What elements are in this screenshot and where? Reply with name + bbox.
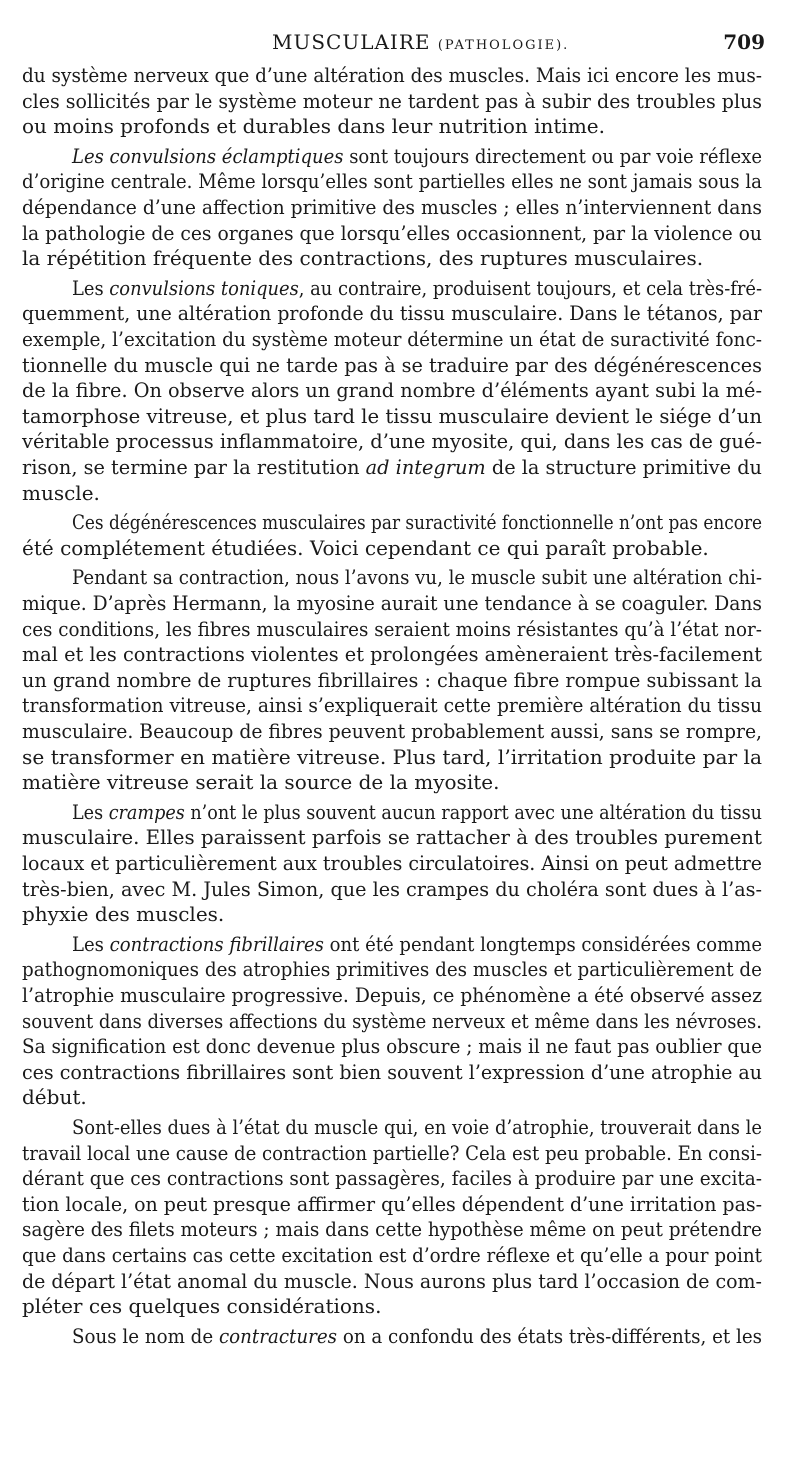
text-line: tamorphose vitreuse, et plus tard le tissu musculaire devient le siége d’un bbox=[22, 403, 763, 428]
text-line: tion locale, on peut presque affirmer qu’elles dépendent d’une irritation pas- bbox=[22, 1191, 763, 1216]
italic-term: Les convulsions éclamptiques bbox=[72, 143, 344, 168]
text-line: début. bbox=[22, 1085, 87, 1110]
text-line bbox=[72, 799, 762, 825]
text-line: muscle. bbox=[22, 480, 100, 505]
page-number: 709 bbox=[723, 30, 765, 54]
text-line: d’origine centrale. Même lorsqu’elles sont partielles elles ne sont jamais sous la bbox=[22, 169, 762, 194]
italic-term: crampes bbox=[108, 799, 185, 824]
text-line: de départ l’état anomal du muscle. Nous aurons plus tard l’occasion de com- bbox=[22, 1268, 762, 1293]
text-segment: de la structure primitive du bbox=[485, 455, 763, 479]
text-segment: ont été pendant longtemps considérées comme bbox=[323, 931, 762, 956]
text-segment: rison, se termine par la restitution bbox=[22, 455, 366, 479]
text-line bbox=[22, 454, 762, 480]
running-title: MUSCULAIRE bbox=[272, 30, 431, 54]
text-line: pléter ces quelques considérations. bbox=[22, 1294, 382, 1319]
text-line: la répétition fréquente des contractions, des ruptures musculaires. bbox=[22, 246, 704, 271]
text-line: phyxie des muscles. bbox=[22, 902, 225, 927]
text-line bbox=[72, 143, 762, 169]
text-line bbox=[72, 931, 762, 957]
text-line: Sa signification est donc devenue plus obscure ; mais il ne faut pas oublier que bbox=[22, 1034, 762, 1059]
text-line: Pendant sa contraction, nous l’avons vu, le muscle subit une altération chi- bbox=[72, 565, 762, 590]
text-segment: , au contraire, produisent toujours, et cela très-fré- bbox=[298, 275, 763, 300]
text-line: cles sollicités par le système moteur ne tardent pas à subir des troubles plus bbox=[22, 88, 762, 113]
italic-term: contractions fibrillaires bbox=[109, 931, 324, 956]
text-segment: Sous le nom de bbox=[72, 1323, 219, 1348]
text-line: Ces dégénérescences musculaires par suractivité fonctionnelle n’ont pas encore bbox=[72, 510, 763, 535]
page-body bbox=[0, 62, 800, 1362]
text-segment: Les bbox=[72, 931, 110, 956]
text-line: locaux et particulièrement aux troubles circulatoires. Ainsi on peut admettre bbox=[22, 851, 763, 875]
text-line: sagère des filets moteurs ; mais dans cette hypothèse même on peut prétendre bbox=[22, 1217, 762, 1242]
text-segment: Les bbox=[72, 275, 110, 300]
text-line: souvent dans diverses affections du système nerveux et même dans les névroses. bbox=[22, 1008, 762, 1033]
text-line: du système nerveux que d’une altération des muscles. Mais ici encore les mus- bbox=[22, 63, 763, 87]
text-line: tionnelle du muscle qui ne tarde pas à se traduire par des dégénérescences bbox=[22, 352, 763, 377]
text-line: ou moins profonds et durables dans leur nutrition intime. bbox=[22, 114, 605, 139]
text-line bbox=[72, 275, 762, 301]
text-segment: on a confondu des états très-différents, et les bbox=[337, 1323, 763, 1348]
text-line: exemple, l’excitation du système moteur détermine un état de suractivité fonc- bbox=[22, 327, 763, 351]
text-line: mal et les contractions violentes et prolongées amèneraient très-facilement bbox=[22, 642, 763, 667]
text-line: Sont-elles dues à l’état du muscle qui, en voie d’atrophie, trouverait dans le bbox=[72, 1115, 763, 1139]
text-segment: Les bbox=[72, 799, 109, 824]
text-line: musculaire. Beaucoup de fibres peuvent probablement aussi, sans se rompre, bbox=[22, 719, 763, 743]
text-line: matière vitreuse serait la source de la myosite. bbox=[22, 770, 500, 795]
text-line: pathognomoniques des atrophies primitives des muscles et particulièrement de bbox=[22, 957, 762, 982]
page-header bbox=[0, 30, 800, 56]
text-line: que dans certains cas cette excitation est d’ordre réflexe et qu’elle a pour point bbox=[22, 1243, 763, 1267]
text-line bbox=[72, 1323, 762, 1349]
text-line: transformation vitreuse, ainsi s’expliquerait cette première altération du tissu bbox=[22, 693, 763, 718]
text-line: quemment, une altération profonde du tissu musculaire. Dans le tétanos, par bbox=[22, 301, 763, 326]
italic-term: ad integrum bbox=[365, 455, 486, 479]
text-line: musculaire. Elles paraissent parfois se rattacher à des troubles purement bbox=[22, 825, 763, 850]
running-subtitle: (PATHOLOGIE). bbox=[437, 38, 570, 53]
text-segment: n’ont le plus souvent aucun rapport avec une altération du tissu bbox=[184, 799, 763, 824]
text-line: l’atrophie musculaire progressive. Depuis, ce phénomène a été observé assez bbox=[22, 983, 763, 1007]
text-line: été complétement étudiées. Voici cependant ce qui paraît probable. bbox=[22, 535, 709, 560]
text-line: ces conditions, les fibres musculaires seraient moins résistantes qu’à l’état nor- bbox=[22, 616, 762, 641]
text-line: dépendance d’une affection primitive des muscles ; elles n’interviennent dans bbox=[22, 195, 763, 219]
running-head bbox=[272, 30, 569, 54]
text-line: travail local une cause de contraction partielle? Cela est peu probable. En consi- bbox=[22, 1140, 762, 1165]
text-line: se transformer en matière vitreuse. Plus tard, l’irritation produite par la bbox=[22, 744, 763, 769]
text-line: dérant que ces contractions sont passagères, faciles à produire par une excita- bbox=[22, 1166, 763, 1191]
text-line: mique. D’après Hermann, la myosine aurait une tendance à se coaguler. Dans bbox=[22, 591, 763, 615]
italic-term: contractures bbox=[218, 1323, 338, 1348]
text-line: véritable processus inflammatoire, d’une myosite, qui, dans les cas de gué- bbox=[22, 429, 762, 454]
text-segment: sont toujours directement ou par voie réflexe bbox=[343, 143, 762, 168]
italic-term: convulsions toniques bbox=[109, 275, 299, 300]
text-line: la pathologie de ces organes que lorsqu’elles occasionnent, par la violence ou bbox=[22, 220, 762, 245]
text-line: ces contractions fibrillaires sont bien souvent l’expression d’une atrophie au bbox=[22, 1059, 763, 1084]
text-line: très-bien, avec M. Jules Simon, que les crampes du choléra sont dues à l’as- bbox=[22, 876, 763, 901]
text-line: de la fibre. On observe alors un grand nombre d’éléments ayant subi la mé- bbox=[22, 378, 762, 403]
text-line: un grand nombre de ruptures fibrillaires : chaque fibre rompue subissant la bbox=[22, 667, 763, 692]
